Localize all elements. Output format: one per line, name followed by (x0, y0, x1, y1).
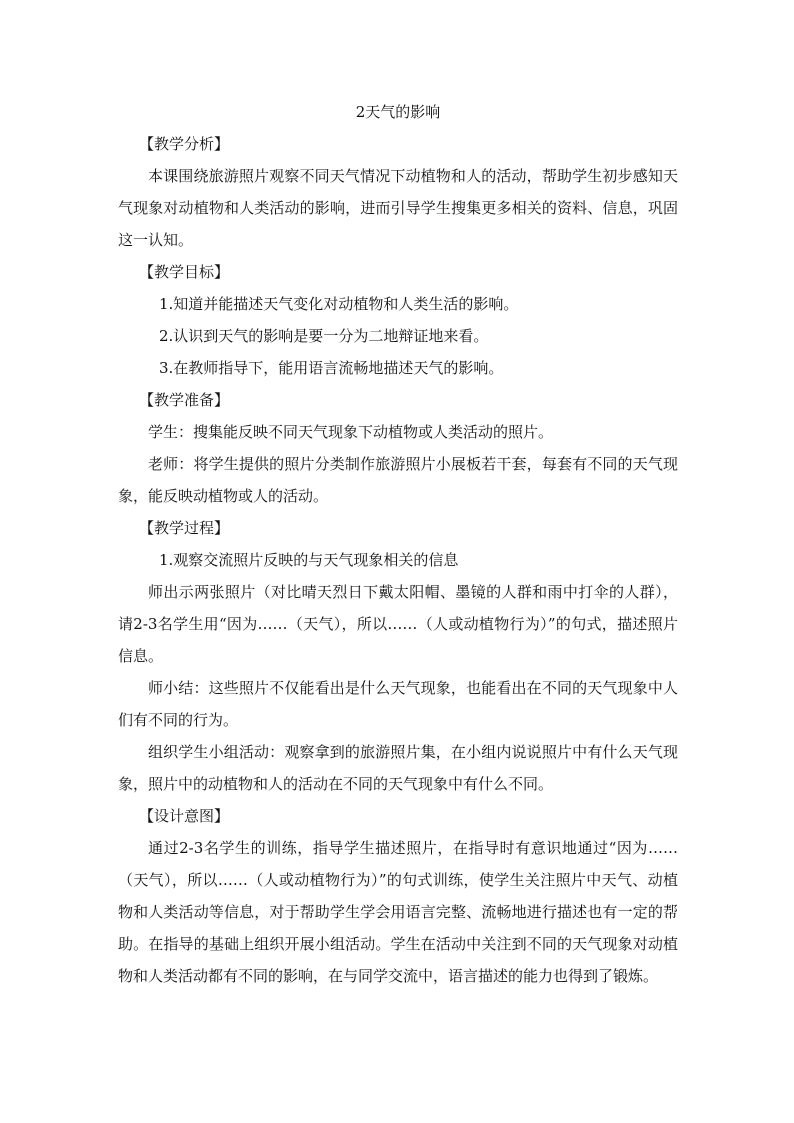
section-heading-prep: 【教学准备】 (139, 391, 230, 409)
section-heading-process: 【教学过程】 (139, 519, 230, 537)
document-page (118, 96, 678, 992)
goal-item: 1.知道并能描述天气变化对动植物和人类生活的影响。 (159, 295, 519, 313)
section-heading-design: 【设计意图】 (139, 807, 230, 825)
document-title: 2天气的影响 (355, 103, 441, 121)
design-paragraph: 通过2-3名学生的训练，指导学生描述照片，在指导时有意识地通过“因为……（天气），所以……（人或动植物行为）”的句式训练，使学生关注照片中天气、动植物和人类活动等信息，对于帮助学生学会用语言完整、流畅地进行描述也有一定的帮助。在指导的基础上组织开展小组活动。学生在活动中关注到不同的天气现象对动植物和人类活动都有不同的影响，在与同学交流中，语言描述的能力也得到了锻炼。 (118, 839, 678, 985)
prep-student-paragraph: 学生：搜集能反映不同天气现象下动植物或人类活动的照片。 (148, 423, 554, 441)
analysis-paragraph: 本课围绕旅游照片观察不同天气情况下动植物和人的活动，帮助学生初步感知天气现象对动植物和人类活动的影响，进而引导学生搜集更多相关的资料、信息，巩固这一认知。 (118, 167, 678, 249)
section-heading-goals: 【教学目标】 (139, 263, 230, 281)
process-paragraph: 师小结：这些照片不仅能看出是什么天气现象，也能看出在不同的天气现象中人们有不同的行为。 (118, 679, 678, 729)
process-step: 1.观察交流照片反映的与天气现象相关的信息 (159, 551, 459, 569)
goal-item: 2.认识到天气的影响是要一分为二地辩证地来看。 (159, 327, 489, 345)
process-paragraph: 组织学生小组活动：观察拿到的旅游照片集，在小组内说说照片中有什么天气现象，照片中的动植物和人的活动在不同的天气现象中有什么不同。 (118, 743, 678, 793)
process-paragraph: 师出示两张照片（对比晴天烈日下戴太阳帽、墨镜的人群和雨中打伞的人群），请2-3名学生用“因为……（天气），所以……（人或动植物行为）”的句式，描述照片信息。 (118, 583, 678, 665)
section-heading-analysis: 【教学分析】 (139, 135, 230, 153)
goal-item: 3.在教师指导下，能用语言流畅地描述天气的影响。 (159, 359, 504, 377)
prep-teacher-paragraph: 老师：将学生提供的照片分类制作旅游照片小展板若干套，每套有不同的天气现象，能反映动植物或人的活动。 (118, 455, 678, 505)
